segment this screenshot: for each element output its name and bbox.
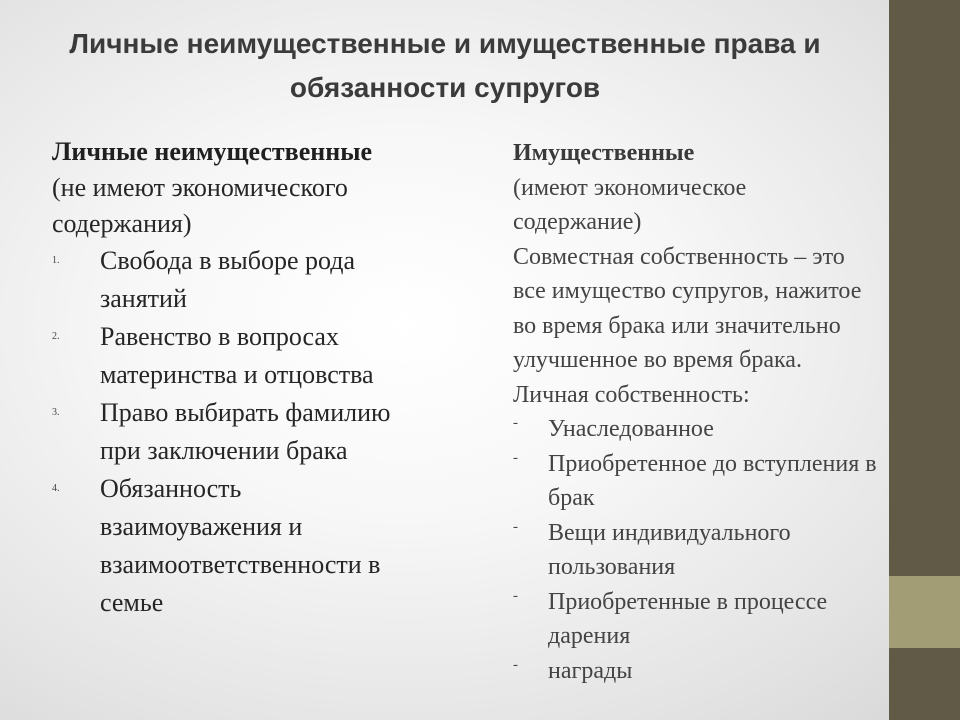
list-item [513,654,953,689]
list-item-line: семье [100,588,164,617]
list-item-line: пользования [548,554,676,580]
left-sub-line-1: (не имеют экономического [52,173,348,202]
list-item-line: Равенство в вопросах [100,322,339,351]
joint-property-line-4: улучшенное во время брака. [513,347,802,373]
joint-property-line-2: все имущество супругов, нажитое [513,278,862,304]
list-number: 4. [52,483,60,494]
non-property-rights-list [52,242,472,622]
list-number: 1. [52,255,60,266]
list-item [52,394,472,470]
list-item-line: материнства и отцовства [100,360,374,389]
property-column [513,136,953,688]
list-item-line: Унаследованное [548,416,714,442]
list-item-line: взаимоответственности в [100,550,381,579]
right-heading: Имущественные [513,140,695,166]
personal-property-list [513,412,953,688]
list-item [513,516,953,585]
left-subheading [52,170,472,242]
list-item-line: при заключении брака [100,436,348,465]
list-item [52,242,472,318]
list-number: 2. [52,331,60,342]
title-line-1: Личные неимущественные и имущественные права и [69,28,821,59]
slide-title [30,22,860,110]
list-item [513,585,953,654]
list-item [513,447,953,516]
list-item-line: Приобретенное до вступления в [548,450,877,477]
list-item-line: Свобода в выборе рода [100,246,355,275]
dash-bullet: - [513,449,518,466]
dash-bullet: - [513,415,518,431]
joint-property-line-3: во время брака или значительно [513,312,841,339]
list-item-line: дарения [548,623,631,649]
list-item-line: занятий [100,284,187,313]
dash-bullet: - [513,518,518,535]
list-item [52,470,472,622]
dash-bullet: - [513,656,518,673]
list-item-line: взаимоуважения и [100,512,303,541]
left-heading: Личные неимущественные [52,137,373,166]
list-item-line: награды [548,657,633,684]
right-sub-line-1: (имеют экономическое [513,174,747,201]
list-item-line: Вещи индивидуального [548,519,791,546]
list-number: 3. [52,407,60,418]
list-item-line: брак [548,485,595,511]
title-line-2: обязанности супругов [289,72,601,103]
list-item [513,412,953,447]
left-sub-line-2: содержания) [52,209,192,238]
list-item [52,318,472,394]
list-item-line: Право выбирать фамилию [100,398,391,427]
list-item-line: Обязанность [100,474,242,503]
dash-bullet: - [513,587,518,604]
list-item-line: Приобретенные в процессе [548,588,828,615]
right-sub-line-2: содержание) [513,209,642,235]
personal-non-property-column [52,134,472,622]
joint-property-line-1: Совместная собственность – это [513,243,845,270]
personal-property-label: Личная собственность: [513,381,750,408]
